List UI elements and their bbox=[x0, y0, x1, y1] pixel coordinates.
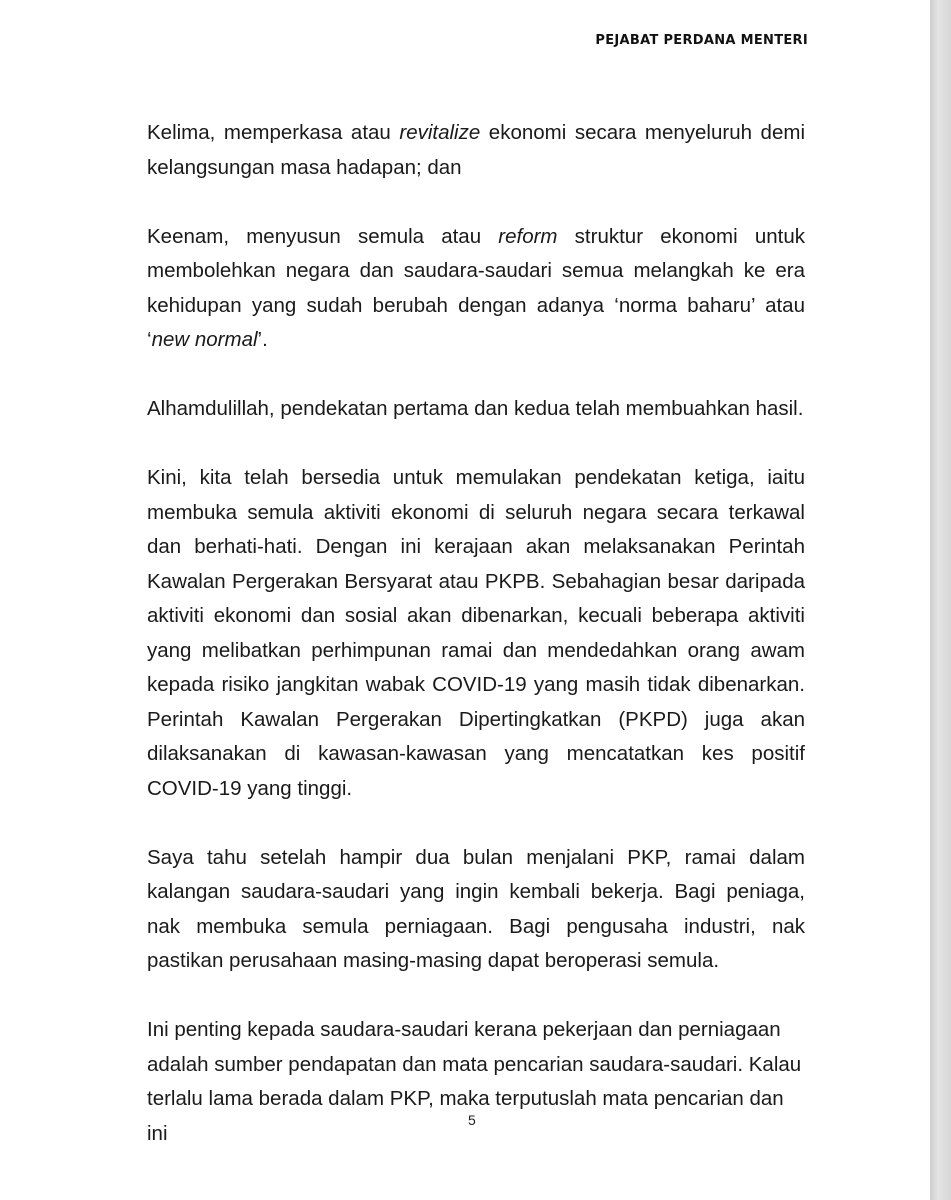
page-header: PEJABAT PERDANA MENTERI bbox=[595, 33, 808, 48]
document-body bbox=[147, 116, 805, 1151]
paragraph-text: Saya tahu setelah hampir dua bulan menjalani PKP, ramai dalam kalangan saudara-saudari yang ingin kembali bekerja. Bagi peniaga, nak membuka semula perniagaan. Bagi pengusaha industri, nak pastikan perusahaan masing-masing dapat beroperasi semula. bbox=[147, 845, 805, 972]
page-edge bbox=[930, 0, 951, 1200]
paragraph bbox=[147, 841, 805, 979]
paragraph-text: Alhamdulillah, pendekatan pertama dan kedua telah membuahkan hasil. bbox=[147, 397, 804, 420]
italic-text: reform bbox=[498, 224, 558, 248]
paragraph-text: ’. bbox=[257, 328, 268, 351]
italic-text: revitalize bbox=[399, 121, 481, 144]
paragraph-text: Keenam, menyusun semula atau bbox=[147, 224, 499, 248]
paragraph bbox=[147, 1013, 805, 1151]
paragraph-text: ekonomi secara menyeluruh demi kelangsungan masa hadapan; dan bbox=[147, 121, 805, 179]
italic-text: new normal bbox=[151, 328, 258, 351]
paragraph bbox=[147, 392, 805, 427]
paragraph-text: Kelima, memperkasa atau bbox=[147, 121, 400, 144]
paragraph-text: Kini, kita telah bersedia untuk memulakan pendekatan ketiga, iaitu membuka semula aktiviti ekonomi di seluruh negara secara terkawal dan berhati-hati. Dengan ini kerajaan akan melaksanakan Perintah Kawalan Pergerakan Bersyarat atau PKPB. Sebahagian besar daripada aktiviti ekonomi dan sosial akan dibenarkan, kecuali beberapa aktiviti yang melibatkan perhimpunan ramai dan mendedahkan orang awam kepada risiko jangkitan wabak COVID-19 yang masih tidak dibenarkan. Perintah Kawalan Pergerakan Dipertingkatkan (PKPD) juga akan dilaksanakan di kawasan-kawasan yang mencatatkan kes positif COVID-19 yang tinggi. bbox=[147, 466, 805, 800]
page-number: 5 bbox=[468, 1112, 476, 1128]
paragraph-text: Ini penting kepada saudara-saudari kerana pekerjaan dan perniagaan adalah sumber pendapatan dan mata pencarian saudara-saudari. Kalau terlalu lama berada dalam PKP, maka terputuslah mata pencarian dan ini bbox=[147, 1018, 802, 1145]
paragraph-text: struktur ekonomi untuk membolehkan negara dan saudara-saudari semua melangkah ke era kehidupan yang sudah berubah dengan adanya ‘norma baharu’ atau ‘ bbox=[147, 224, 805, 351]
paragraph bbox=[147, 461, 805, 806]
paragraph bbox=[147, 116, 805, 185]
paragraph bbox=[147, 220, 805, 358]
